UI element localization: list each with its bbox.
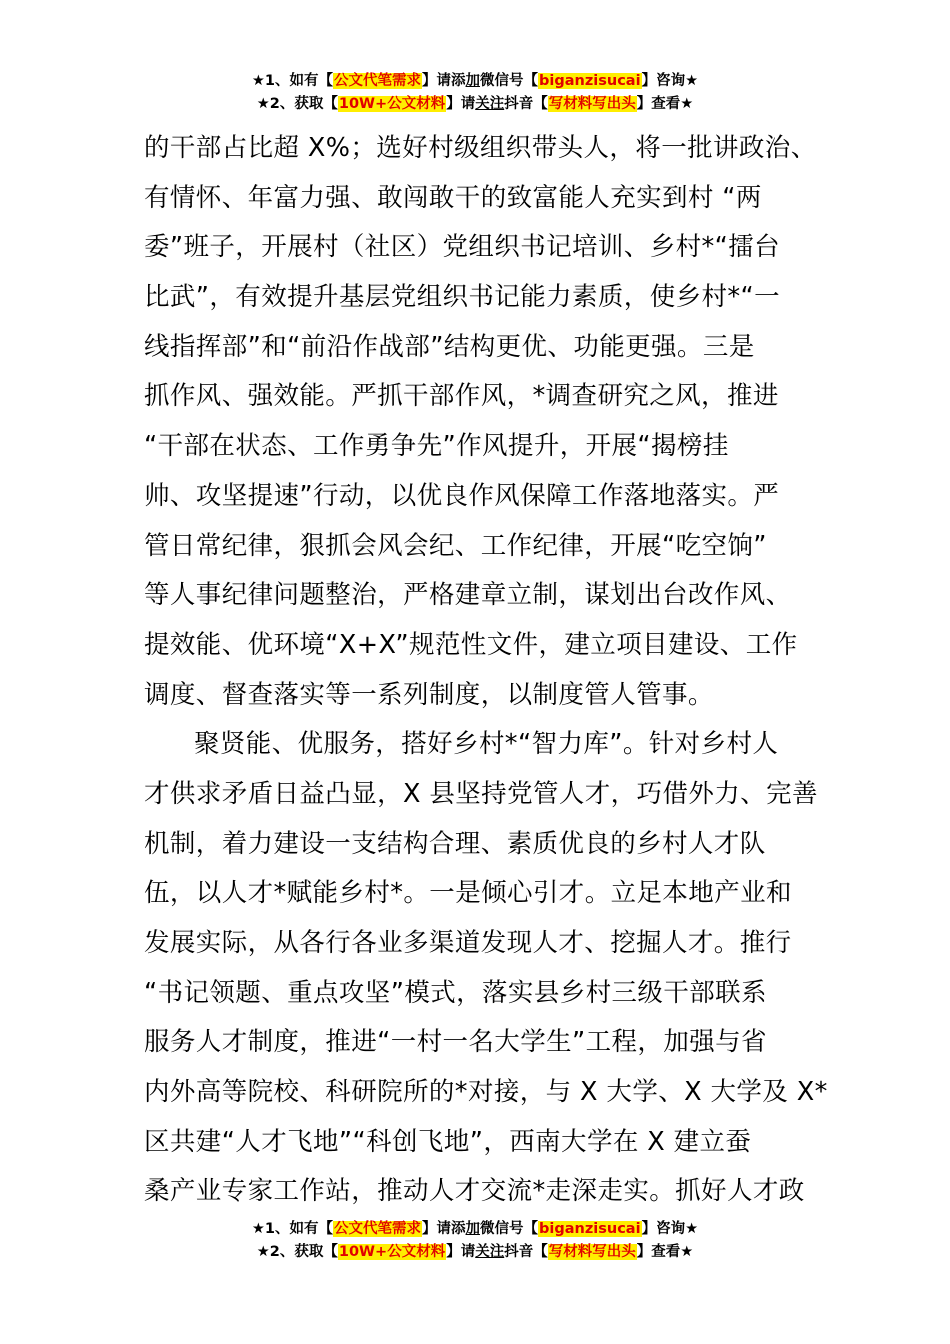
text-line: 线指挥部”和“前沿作战部”结构更优、功能更强。三是 [144,331,755,362]
top-promo-banner [0,70,950,116]
text-line: “书记领题、重点攻坚”模式，落实县乡村三级干部联系 [144,977,767,1008]
promo-highlight: 公文代笔需求 [334,73,422,89]
text-line: 提效能、优环境“X+X”规范性文件，建立项目建设、工作 [144,629,798,660]
promo-highlight: biganzisucai [539,73,641,89]
text-line: 发展实际，从各行各业多渠道发现人才、挖掘人才。推行 [144,928,792,958]
text-line: 等人事纪律问题整治，严格建章立制，谋划出台改作风、 [144,580,792,611]
text-line: 伍，以人才*赋能乡村*。一是倾心引才。立足本地产业和 [144,878,792,909]
promo-line-2: ★2、获取【10W+公文材料】请关注抖音【写材料写出头】查看★ [256,96,694,112]
text-line: 管日常纪律，狠抓会风会纪、工作纪律，开展“吃空饷” [144,530,767,561]
text-line: “干部在状态、工作勇争先”作风提升，开展“揭榜挂 [144,431,729,462]
text-line: 区共建“人才飞地”“科创飞地”，西南大学在 X 建立蚕 [144,1126,752,1157]
text-line: 比武”，有效提升基层党组织书记能力素质，使乡村*“一 [144,282,781,313]
document-body [144,124,828,1217]
promo-highlight: 写材料写出头 [548,1244,636,1260]
text-line: 调度、督查落实等一系列制度，以制度管人管事。 [144,679,714,710]
text-line: 抓作风、强效能。严抓干部作风，*调查研究之风，推进 [144,381,779,412]
text-line: 委”班子，开展村（社区）党组织书记培训、乡村*“擂台 [144,232,781,263]
text-line: 桑产业专家工作站，推动人才交流*走深走实。抓好人才政 [144,1176,805,1207]
text-line: 机制，着力建设一支结构合理、素质优良的乡村人才队 [144,828,766,859]
promo-line-1: ★1、如有【公文代笔需求】请添加微信号【biganzisucai】咨询★ [251,73,699,89]
promo-highlight: biganzisucai [539,1221,641,1237]
promo-highlight: 10W+公文材料 [338,96,446,112]
promo-line-2: ★2、获取【10W+公文材料】请关注抖音【写材料写出头】查看★ [256,1244,694,1260]
bottom-promo-banner [0,1218,950,1264]
text-line: 的干部占比超 X%；选好村级组织带头人，将一批讲政治、 [144,133,817,163]
text-line: 有情怀、年富力强、敢闯敢干的致富能人充实到村 “两 [144,182,762,213]
text-line: 内外高等院校、科研院所的*对接，与 X 大学、X 大学及 X* [144,1077,828,1108]
text-line: 帅、攻坚提速”行动，以优良作风保障工作落地落实。严 [144,480,780,511]
text-line: 服务人才制度，推进“一村一名大学生”工程，加强与省 [144,1027,767,1058]
paragraph-start-line: 聚贤能、优服务，搭好乡村*“智力库”。针对乡村人 [194,729,779,760]
promo-highlight: 写材料写出头 [548,96,636,112]
promo-highlight: 公文代笔需求 [334,1221,422,1237]
promo-highlight: 10W+公文材料 [338,1244,446,1260]
promo-line-1: ★1、如有【公文代笔需求】请添加微信号【biganzisucai】咨询★ [251,1221,699,1237]
text-line: 才供求矛盾日益凸显，X 县坚持党管人才，巧借外力、完善 [144,778,818,809]
